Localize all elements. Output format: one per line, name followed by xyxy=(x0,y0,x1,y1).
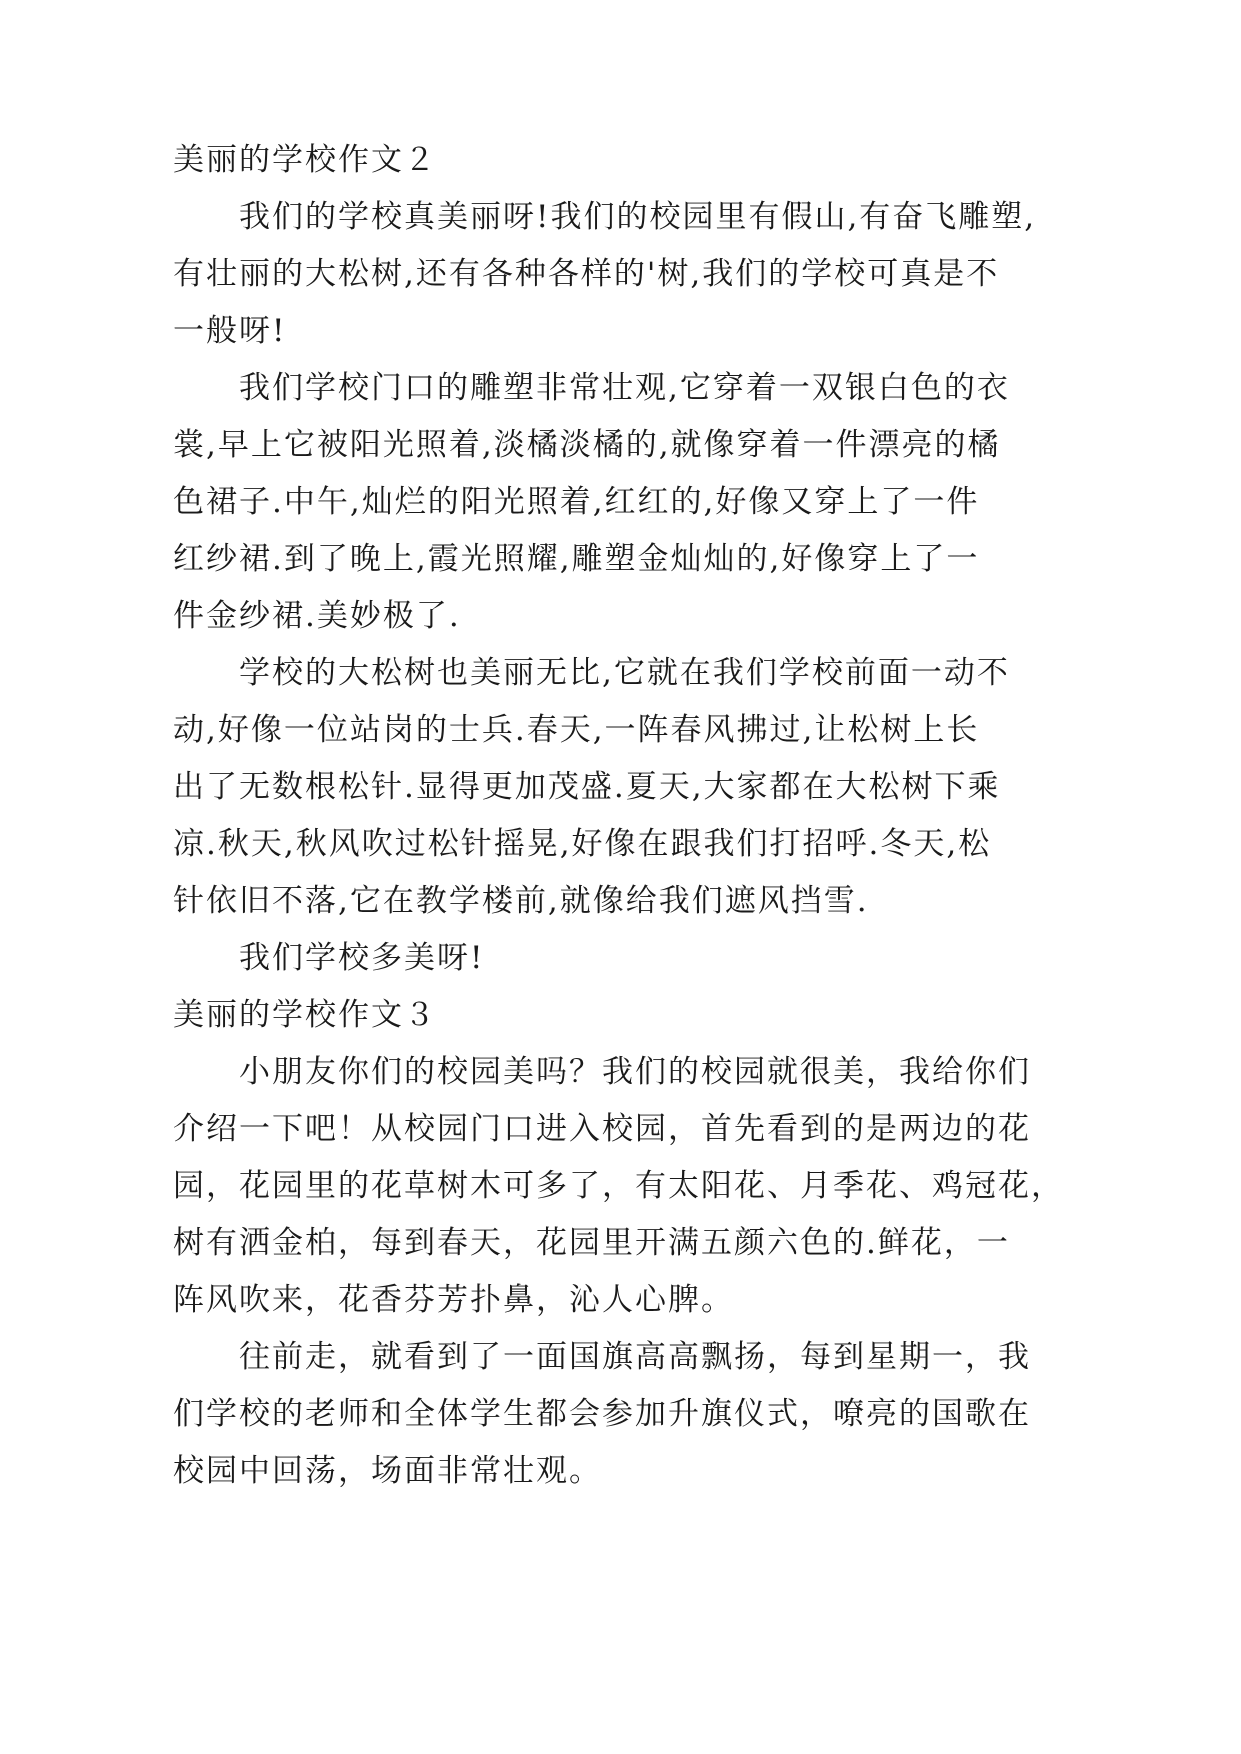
paragraph-line: 往前走，就看到了一面国旗高高飘扬，每到星期一，我 xyxy=(173,1339,1031,1375)
paragraph-line: 动,好像一位站岗的士兵.春天,一阵春风拂过,让松树上长 xyxy=(173,712,980,748)
paragraph-line: 出了无数根松针.显得更加茂盛.夏天,大家都在大松树下乘 xyxy=(173,769,1001,805)
paragraph-line: 树有洒金柏，每到春天，花园里开满五颜六色的.鲜花，一 xyxy=(173,1225,1010,1261)
paragraph-line: 阵风吹来，花香芬芳扑鼻，沁人心脾。 xyxy=(173,1282,734,1318)
paragraph-line: 色裙子.中午,灿烂的阳光照着,红红的,好像又穿上了一件 xyxy=(173,484,980,520)
paragraph-line: 针依旧不落,它在教学楼前,就像给我们遮风挡雪. xyxy=(173,883,869,919)
paragraph-line: 园，花园里的花草树木可多了，有太阳花、月季花、鸡冠花， xyxy=(173,1168,1064,1204)
paragraph-line: 有壮丽的大松树,还有各种各样的'树,我们的学校可真是不 xyxy=(173,256,1000,292)
paragraph-line: 学校的大松树也美丽无比,它就在我们学校前面一动不 xyxy=(173,655,1010,691)
paragraph-line: 我们的学校真美丽呀!我们的校园里有假山,有奋飞雕塑, xyxy=(173,199,1037,235)
essay-title: 美丽的学校作文３ xyxy=(173,997,437,1033)
paragraph-line: 件金纱裙.美妙极了. xyxy=(173,598,461,634)
paragraph-line: 我们学校门口的雕塑非常壮观,它穿着一双银白色的衣 xyxy=(173,370,1010,406)
paragraph-line: 校园中回荡，场面非常壮观。 xyxy=(173,1453,602,1489)
paragraph-line: 凉.秋天,秋风吹过松针摇晃,好像在跟我们打招呼.冬天,松 xyxy=(173,826,992,862)
paragraph-line: 小朋友你们的校园美吗？我们的校园就很美，我给你们 xyxy=(173,1054,1031,1090)
paragraph-line: 我们学校多美呀! xyxy=(173,940,485,976)
essay-title: 美丽的学校作文２ xyxy=(173,142,437,178)
paragraph-line: 红纱裙.到了晚上,霞光照耀,雕塑金灿灿的,好像穿上了一 xyxy=(173,541,980,577)
paragraph-line: 们学校的老师和全体学生都会参加升旗仪式，嘹亮的国歌在 xyxy=(173,1396,1031,1432)
paragraph-line: 一般呀! xyxy=(173,313,287,349)
paragraph-line: 裳,早上它被阳光照着,淡橘淡橘的,就像穿着一件漂亮的橘 xyxy=(173,427,1001,463)
paragraph-line: 介绍一下吧！从校园门口进入校园，首先看到的是两边的花 xyxy=(173,1111,1031,1147)
